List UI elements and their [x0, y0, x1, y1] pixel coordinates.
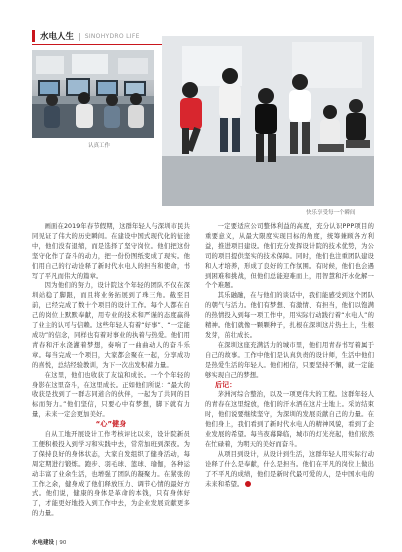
office-work-photo [32, 50, 154, 138]
article-paragraph [205, 450, 374, 490]
page-number: 90 [59, 540, 67, 546]
article-paragraph: 其乐融融，在与他们的谈话中，我们能感受到这个团队的朝气与活力。他们有梦想、有激情、有担当，他们以饱满的热情投入到每一项工作中，用实际行动践行着“水电人”的精神。他们就像一颗颗种子，扎根在深圳这片热土上，生根发芽，茁壮成长。 [205, 292, 374, 339]
header-separator: | [78, 31, 81, 41]
section-subtitle: SINOHYDRO LIFE [84, 32, 140, 40]
article-paragraph: 在这里，他们也收获了友谊和成长。一个个年轻的身影在这里奋斗，在这里成长。正如他们所说：“最大的收获是找到了一群志同道合的伙伴，一起为了共同的目标而努力。”他们坚信，只要心中有梦想，脚下就有力量，未来一定会更加美好。 [32, 371, 190, 419]
article-column-right [205, 222, 374, 489]
end-mark-icon [245, 481, 251, 487]
article-paragraph: 因为他们的努力，设计院这个年轻的团队不仅在深圳站稳了脚跟，而且将业务拓展到了珠三角。截至目前，已经完成了数十个项目的设计工作。每个人都在自己的岗位上默默奉献，用专业的技术和严谨的态度赢得了业主的认可与信赖。这些年轻人有着“好事”、“一定能成功”的信念，同样也有着对事业的执着与热爱。他们用青春和汗水浇灌着梦想，奏响了一曲曲动人的奋斗乐章。每当完成一个项目，大家都会聚在一起，分享成功的喜悦，总结经验教训，为下一次出发积蓄力量。 [32, 282, 190, 369]
header-accent-bar [32, 30, 35, 42]
photo-caption-work: 认真工作 [88, 143, 111, 149]
article-column-left [32, 222, 190, 519]
article-paragraph: 画面在2019年春节假期，这群年轻人与深圳市民共同见证了伟大的历史瞬间。在建设中国式现代化的征途中，他们没有退缩，而是选择了坚守岗位。他们把这份坚守化作了奋斗的动力，把一份份图纸变成了现实。他们用自己的行动诠释了新时代水电人的担当和使命，书写了平凡而伟大的篇章。 [32, 223, 190, 280]
article-paragraph: 在深圳这座充满活力的城市里，他们用青春书写着属于自己的故事。工作中他们是认真负责的设计师，生活中他们是热爱生活的年轻人。他们相信，只要坚持不懈，就一定能够实现自己的梦想。 [205, 341, 374, 379]
section-heading-afterword: 后记： [215, 380, 237, 389]
article-paragraph-text: 从项目到设计，从设计到生活，这群年轻人用实际行动诠释了什么是奉献，什么是担当。他们在平凡的岗位上做出了不平凡的成绩，他们是新时代最可爱的人，是中国水电的未来和希望。 [205, 450, 374, 488]
group-illustration [162, 36, 374, 206]
article-paragraph: 茅洲河综合整治，以及一项更伟大的工程。这群年轻人的青春在这里绽放，他们的汗水洒在这片土地上。采访结束时，他们说要继续坚守，为深圳的发展贡献自己的力量。在他们身上，我们看到了新时代水电人的精神风貌，看到了企业发展的希望。每当夜幕降临，城市的灯光亮起，他们依然在忙碌着，为明天的美好而奋斗。 [205, 391, 374, 448]
article-paragraph: 一定要适应公司整体利益的高度，充分认识PPP项目的重要意义，从最大限度实现目标的角度，统筹兼顾各方利益，推进项目建设。他们充分发挥设计院的技术优势，为公司的项目提供坚实的技术保障。同时，他们也注重团队建设和人才培养，形成了良好的工作氛围。有时候，他们也会遇到困难和挑战，但他们总能迎难而上，用智慧和汗水化解一个个难题。 [205, 223, 374, 290]
footer-separator: | [55, 540, 60, 546]
article-paragraph: 自从工地开展设计工作考核评比以来，设计院新员工便积极投入到学习和实践中去，常常加班到深夜。为了保持良好的身体状态，大家自发组织了健身活动，每周定期进行锻炼。跑步、羽毛球、篮球、瑜伽，各种运动丰富了业余生活，也增强了团队的凝聚力。在紧张的工作之余，健身成了他们释放压力、调节心情的最好方式。他们说，健康的身体是革命的本钱，只有身体好了，才能更好地投入到工作中去，为企业发展贡献更多的力量。 [32, 431, 190, 518]
page-footer [32, 538, 66, 546]
section-heading-fitness: “心”健身 [95, 420, 127, 429]
office-work-illustration [32, 50, 154, 138]
photo-caption-group: 快乐享受每一个瞬间 [306, 210, 356, 216]
magazine-name: 水电建设 [32, 540, 55, 546]
group-photo [162, 36, 374, 206]
section-title: 水电人生 [40, 32, 75, 42]
